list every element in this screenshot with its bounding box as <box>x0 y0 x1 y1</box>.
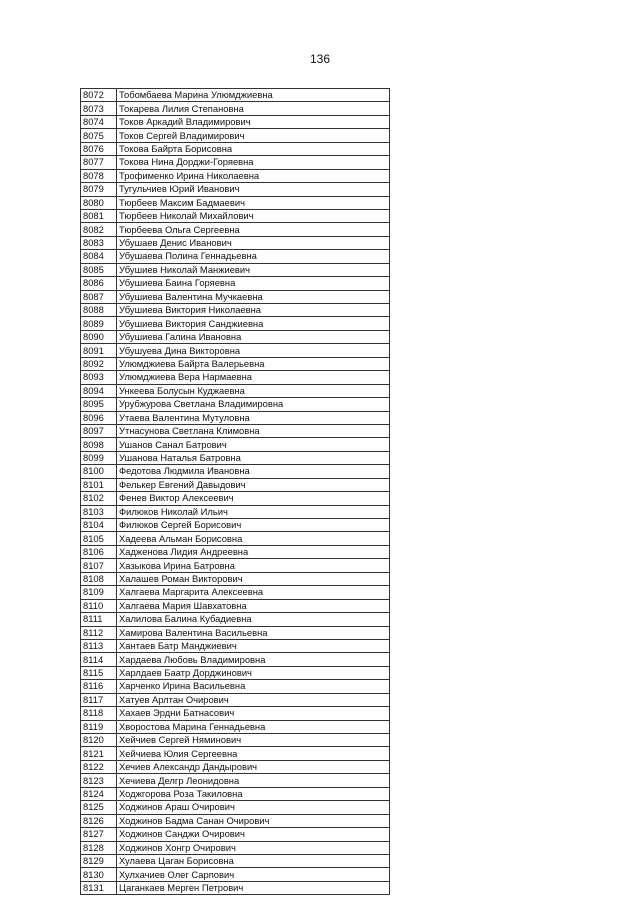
person-name: Ходжинов Араш Очирович <box>117 801 390 814</box>
person-name: Хазыкова Ирина Батровна <box>117 559 390 572</box>
row-number: 8089 <box>81 317 117 330</box>
table-row <box>81 734 390 747</box>
table-row <box>81 572 390 585</box>
row-number: 8093 <box>81 371 117 384</box>
table-row <box>81 317 390 330</box>
row-number: 8113 <box>81 639 117 652</box>
table-row <box>81 142 390 155</box>
table-row <box>81 586 390 599</box>
row-number: 8092 <box>81 357 117 370</box>
person-name: Халашев Роман Викторович <box>117 572 390 585</box>
row-number: 8121 <box>81 747 117 760</box>
row-number: 8118 <box>81 707 117 720</box>
row-number: 8129 <box>81 854 117 867</box>
table-row <box>81 707 390 720</box>
person-name: Хулаева Цаган Борисовна <box>117 854 390 867</box>
table-row <box>81 613 390 626</box>
person-name: Халгаева Мария Шавхатовна <box>117 599 390 612</box>
table-row <box>81 384 390 397</box>
row-number: 8082 <box>81 223 117 236</box>
person-name: Убушиева Виктория Санджиевна <box>117 317 390 330</box>
table-row <box>81 156 390 169</box>
table-row <box>81 801 390 814</box>
table-row <box>81 519 390 532</box>
person-name: Хейчиева Юлия Сергеевна <box>117 747 390 760</box>
row-number: 8084 <box>81 250 117 263</box>
person-name: Хворостова Марина Геннадьевна <box>117 720 390 733</box>
table-row <box>81 653 390 666</box>
person-name: Филюков Николай Ильич <box>117 505 390 518</box>
person-name: Филюков Сергей Борисович <box>117 519 390 532</box>
row-number: 8106 <box>81 545 117 558</box>
person-name: Убушаева Полина Геннадьевна <box>117 250 390 263</box>
person-name: Улюмджиева Вера Нармаевна <box>117 371 390 384</box>
table-row <box>81 505 390 518</box>
person-name: Халилова Балина Кубадиевна <box>117 613 390 626</box>
table-row <box>81 277 390 290</box>
row-number: 8079 <box>81 183 117 196</box>
person-name: Харченко Ирина Васильевна <box>117 680 390 693</box>
table-row <box>81 626 390 639</box>
table-row <box>81 438 390 451</box>
registry-rows <box>81 89 390 895</box>
person-name: Тюрбеев Николай Михайлович <box>117 209 390 222</box>
row-number: 8095 <box>81 398 117 411</box>
row-number: 8083 <box>81 236 117 249</box>
person-name: Тобомбаева Марина Улюмджиевна <box>117 89 390 102</box>
row-number: 8107 <box>81 559 117 572</box>
table-row <box>81 599 390 612</box>
table-row <box>81 492 390 505</box>
table-row <box>81 398 390 411</box>
table-row <box>81 720 390 733</box>
person-name: Токова Байрта Борисовна <box>117 142 390 155</box>
row-number: 8099 <box>81 451 117 464</box>
table-row <box>81 841 390 854</box>
person-name: Убушиева Валентина Мучкаевна <box>117 290 390 303</box>
registry-table <box>80 88 390 895</box>
row-number: 8075 <box>81 129 117 142</box>
table-row <box>81 639 390 652</box>
person-name: Хамирова Валентина Васильевна <box>117 626 390 639</box>
person-name: Ходжгорова Роза Такиловна <box>117 787 390 800</box>
person-name: Фелькер Евгений Давыдович <box>117 478 390 491</box>
row-number: 8102 <box>81 492 117 505</box>
person-name: Токарева Лилия Степановна <box>117 102 390 115</box>
person-name: Токова Нина Дорджи-Горяевна <box>117 156 390 169</box>
row-number: 8086 <box>81 277 117 290</box>
row-number: 8074 <box>81 115 117 128</box>
person-name: Хатуев Арлтан Очирович <box>117 693 390 706</box>
table-row <box>81 747 390 760</box>
person-name: Убушиева Виктория Николаевна <box>117 304 390 317</box>
table-row <box>81 828 390 841</box>
row-number: 8116 <box>81 680 117 693</box>
person-name: Хулхачиев Олег Сарпович <box>117 868 390 881</box>
table-row <box>81 881 390 894</box>
person-name: Убушаев Денис Иванович <box>117 236 390 249</box>
table-row <box>81 559 390 572</box>
table-row <box>81 129 390 142</box>
person-name: Ушанова Наталья Батровна <box>117 451 390 464</box>
person-name: Хейчиев Сергей Няминович <box>117 734 390 747</box>
person-name: Хечиев Александр Дандырович <box>117 760 390 773</box>
row-number: 8119 <box>81 720 117 733</box>
row-number: 8130 <box>81 868 117 881</box>
table-row <box>81 465 390 478</box>
table-row <box>81 290 390 303</box>
row-number: 8090 <box>81 330 117 343</box>
person-name: Утнасунова Светлана Климовна <box>117 424 390 437</box>
row-number: 8094 <box>81 384 117 397</box>
person-name: Утаева Валентина Мутуловна <box>117 411 390 424</box>
person-name: Ушанов Санал Батрович <box>117 438 390 451</box>
person-name: Хахаев Эрдни Батнасович <box>117 707 390 720</box>
person-name: Фенев Виктор Алексеевич <box>117 492 390 505</box>
table-row <box>81 774 390 787</box>
table-row <box>81 209 390 222</box>
row-number: 8104 <box>81 519 117 532</box>
row-number: 8117 <box>81 693 117 706</box>
row-number: 8105 <box>81 532 117 545</box>
table-row <box>81 693 390 706</box>
person-name: Хантаев Батр Манджиевич <box>117 639 390 652</box>
person-name: Хадеева Альман Борисовна <box>117 532 390 545</box>
row-number: 8108 <box>81 572 117 585</box>
person-name: Убушуева Дина Викторовна <box>117 344 390 357</box>
row-number: 8112 <box>81 626 117 639</box>
table-row <box>81 478 390 491</box>
table-row <box>81 115 390 128</box>
person-name: Хардаева Любовь Владимировна <box>117 653 390 666</box>
person-name: Харлдаев Баатр Дорджинович <box>117 666 390 679</box>
row-number: 8115 <box>81 666 117 679</box>
table-row <box>81 814 390 827</box>
row-number: 8088 <box>81 304 117 317</box>
table-row <box>81 411 390 424</box>
table-row <box>81 760 390 773</box>
person-name: Токов Аркадий Владимирович <box>117 115 390 128</box>
person-name: Халгаева Маргарита Алексеевна <box>117 586 390 599</box>
table-row <box>81 250 390 263</box>
person-name: Тюрбеев Максим Бадмаевич <box>117 196 390 209</box>
table-row <box>81 868 390 881</box>
row-number: 8114 <box>81 653 117 666</box>
person-name: Цаганкаев Мерген Петрович <box>117 881 390 894</box>
person-name: Федотова Людмила Ивановна <box>117 465 390 478</box>
table-row <box>81 183 390 196</box>
row-number: 8128 <box>81 841 117 854</box>
person-name: Улюмджиева Байрта Валерьевна <box>117 357 390 370</box>
row-number: 8081 <box>81 209 117 222</box>
table-row <box>81 371 390 384</box>
person-name: Токов Сергей Владимирович <box>117 129 390 142</box>
table-row <box>81 357 390 370</box>
table-row <box>81 854 390 867</box>
row-number: 8073 <box>81 102 117 115</box>
table-row <box>81 223 390 236</box>
table-row <box>81 169 390 182</box>
row-number: 8101 <box>81 478 117 491</box>
table-row <box>81 330 390 343</box>
table-row <box>81 304 390 317</box>
row-number: 8127 <box>81 828 117 841</box>
row-number: 8125 <box>81 801 117 814</box>
person-name: Ходжинов Хонгр Очирович <box>117 841 390 854</box>
row-number: 8087 <box>81 290 117 303</box>
table-row <box>81 344 390 357</box>
row-number: 8123 <box>81 774 117 787</box>
person-name: Ходжинов Санджи Очирович <box>117 828 390 841</box>
row-number: 8097 <box>81 424 117 437</box>
row-number: 8103 <box>81 505 117 518</box>
row-number: 8126 <box>81 814 117 827</box>
row-number: 8100 <box>81 465 117 478</box>
person-name: Хечиева Делгр Леонидовна <box>117 774 390 787</box>
table-row <box>81 532 390 545</box>
row-number: 8096 <box>81 411 117 424</box>
person-name: Трофименко Ирина Николаевна <box>117 169 390 182</box>
person-name: Убушиев Николай Манжиевич <box>117 263 390 276</box>
person-name: Ходжинов Бадма Санан Очирович <box>117 814 390 827</box>
row-number: 8078 <box>81 169 117 182</box>
table-row <box>81 424 390 437</box>
row-number: 8110 <box>81 599 117 612</box>
table-row <box>81 666 390 679</box>
table-row <box>81 680 390 693</box>
table-row <box>81 263 390 276</box>
person-name: Тюрбеева Ольга Сергеевна <box>117 223 390 236</box>
row-number: 8109 <box>81 586 117 599</box>
row-number: 8124 <box>81 787 117 800</box>
row-number: 8072 <box>81 89 117 102</box>
table-row <box>81 451 390 464</box>
page-number: 136 <box>309 52 331 66</box>
row-number: 8085 <box>81 263 117 276</box>
row-number: 8120 <box>81 734 117 747</box>
person-name: Тугульчиев Юрий Иванович <box>117 183 390 196</box>
person-name: Убушиева Галина Ивановна <box>117 330 390 343</box>
table-row <box>81 236 390 249</box>
row-number: 8091 <box>81 344 117 357</box>
person-name: Убушиева Баина Горяевна <box>117 277 390 290</box>
person-name: Урубжурова Светлана Владимировна <box>117 398 390 411</box>
row-number: 8111 <box>81 613 117 626</box>
person-name: Хадженова Лидия Андреевна <box>117 545 390 558</box>
person-name: Ункеева Болусын Куджаевна <box>117 384 390 397</box>
table-row <box>81 196 390 209</box>
row-number: 8131 <box>81 881 117 894</box>
row-number: 8098 <box>81 438 117 451</box>
row-number: 8080 <box>81 196 117 209</box>
row-number: 8076 <box>81 142 117 155</box>
table-row <box>81 787 390 800</box>
table-row <box>81 89 390 102</box>
row-number: 8122 <box>81 760 117 773</box>
row-number: 8077 <box>81 156 117 169</box>
table-row <box>81 545 390 558</box>
table-row <box>81 102 390 115</box>
